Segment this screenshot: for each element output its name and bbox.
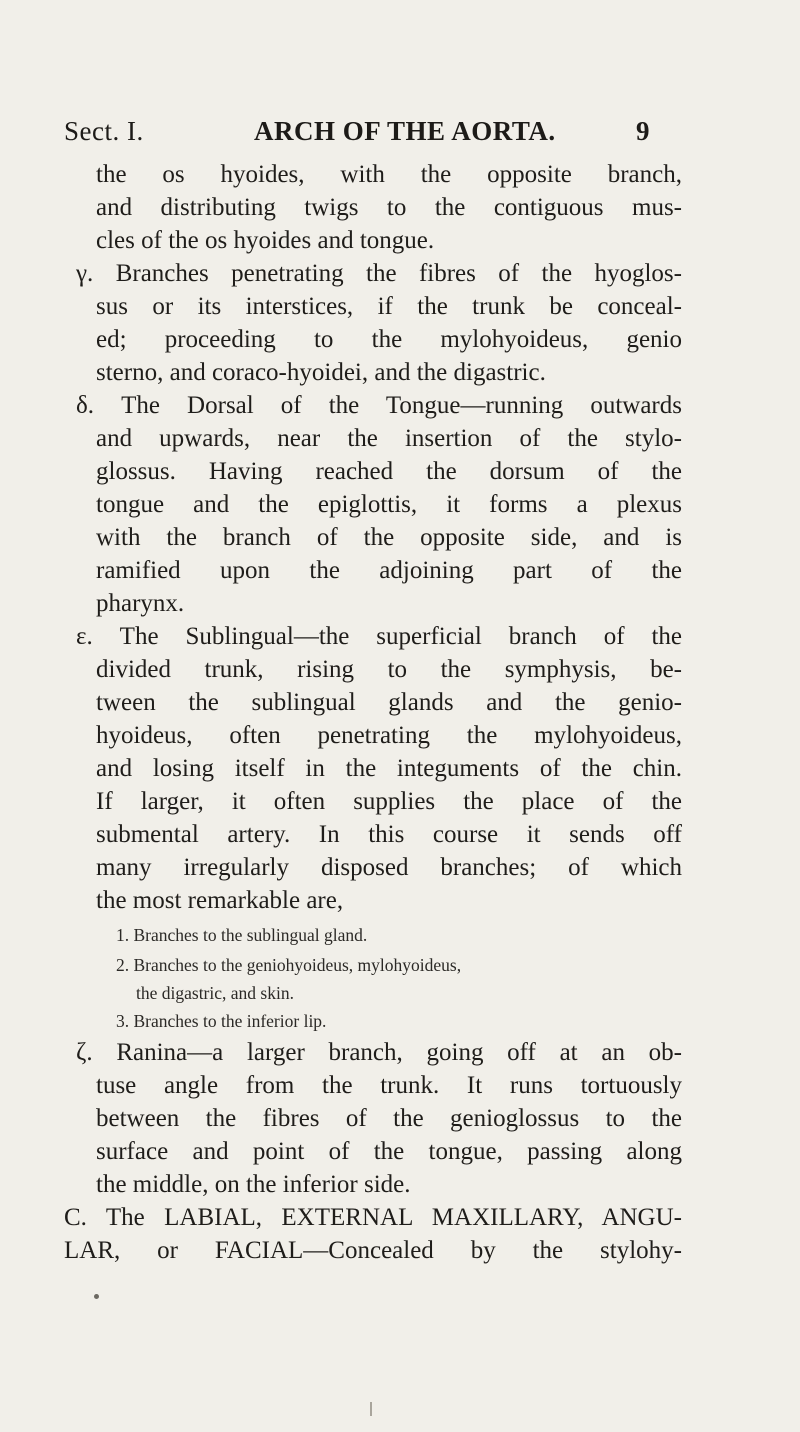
text-line: hyoideus, often penetrating the mylohyoideus, [96, 722, 682, 749]
page-number: 9 [636, 116, 650, 146]
text-line: the most remarkable are, [96, 887, 344, 914]
text-line: cles of the os hyoides and tongue. [96, 227, 435, 254]
text-line: many irregularly disposed branches; of which [96, 854, 682, 881]
text-line: If larger, it often supplies the place of the [96, 788, 682, 815]
running-title: ARCH OF THE AORTA. [254, 116, 556, 146]
text-line: divided trunk, rising to the symphysis, be- [96, 656, 682, 683]
text-line: and distributing twigs to the contiguous mus- [96, 194, 682, 221]
text-line: ramified upon the adjoining part of the [96, 557, 682, 584]
text-line: pharynx. [96, 590, 185, 617]
text-line: and losing itself in the integuments of the chin. [96, 755, 682, 782]
list-item: 2. Branches to the geniohyoideus, mylohyoideus, [116, 955, 462, 975]
text-line: surface and point of the tongue, passing along [96, 1138, 682, 1165]
text-line: sus or its interstices, if the trunk be conceal- [96, 293, 682, 320]
text-line: tween the sublingual glands and the genio- [96, 689, 682, 716]
text-line: tuse angle from the trunk. It runs tortuously [96, 1072, 682, 1099]
text-line: the middle, on the inferior side. [96, 1171, 411, 1198]
text-line: ε. The Sublingual—the superficial branch of the [76, 623, 682, 650]
text-line: submental artery. In this course it sends off [96, 821, 682, 848]
text-line: δ. The Dorsal of the Tongue—running outwards [76, 392, 682, 419]
list-item: 1. Branches to the sublingual gland. [116, 925, 368, 945]
text-line: C. The LABIAL, EXTERNAL MAXILLARY, ANGU- [64, 1204, 682, 1231]
text-line: between the fibres of the genioglossus to the [96, 1105, 682, 1132]
running-header [0, 116, 800, 150]
text-line: with the branch of the opposite side, and is [96, 524, 682, 551]
ink-speck [370, 1402, 372, 1416]
ink-speck [94, 1294, 99, 1299]
text-line: ζ. Ranina—a larger branch, going off at an ob- [76, 1039, 682, 1066]
text-line: and upwards, near the insertion of the stylo- [96, 425, 682, 452]
text-line: LAR, or FACIAL—Concealed by the stylohy- [64, 1237, 682, 1264]
text-line: sterno, and coraco-hyoidei, and the digastric. [96, 359, 546, 386]
section-label: Sect. I. [64, 116, 144, 146]
text-line: ed; proceeding to the mylohyoideus, genio [96, 326, 682, 353]
list-item: 3. Branches to the inferior lip. [116, 1011, 327, 1031]
text-line: γ. Branches penetrating the fibres of the hyoglos- [76, 260, 682, 287]
text-line: the os hyoides, with the opposite branch, [96, 161, 682, 188]
text-line: glossus. Having reached the dorsum of the [96, 458, 682, 485]
list-item: the digastric, and skin. [136, 983, 294, 1003]
text-line: tongue and the epiglottis, it forms a plexus [96, 491, 682, 518]
